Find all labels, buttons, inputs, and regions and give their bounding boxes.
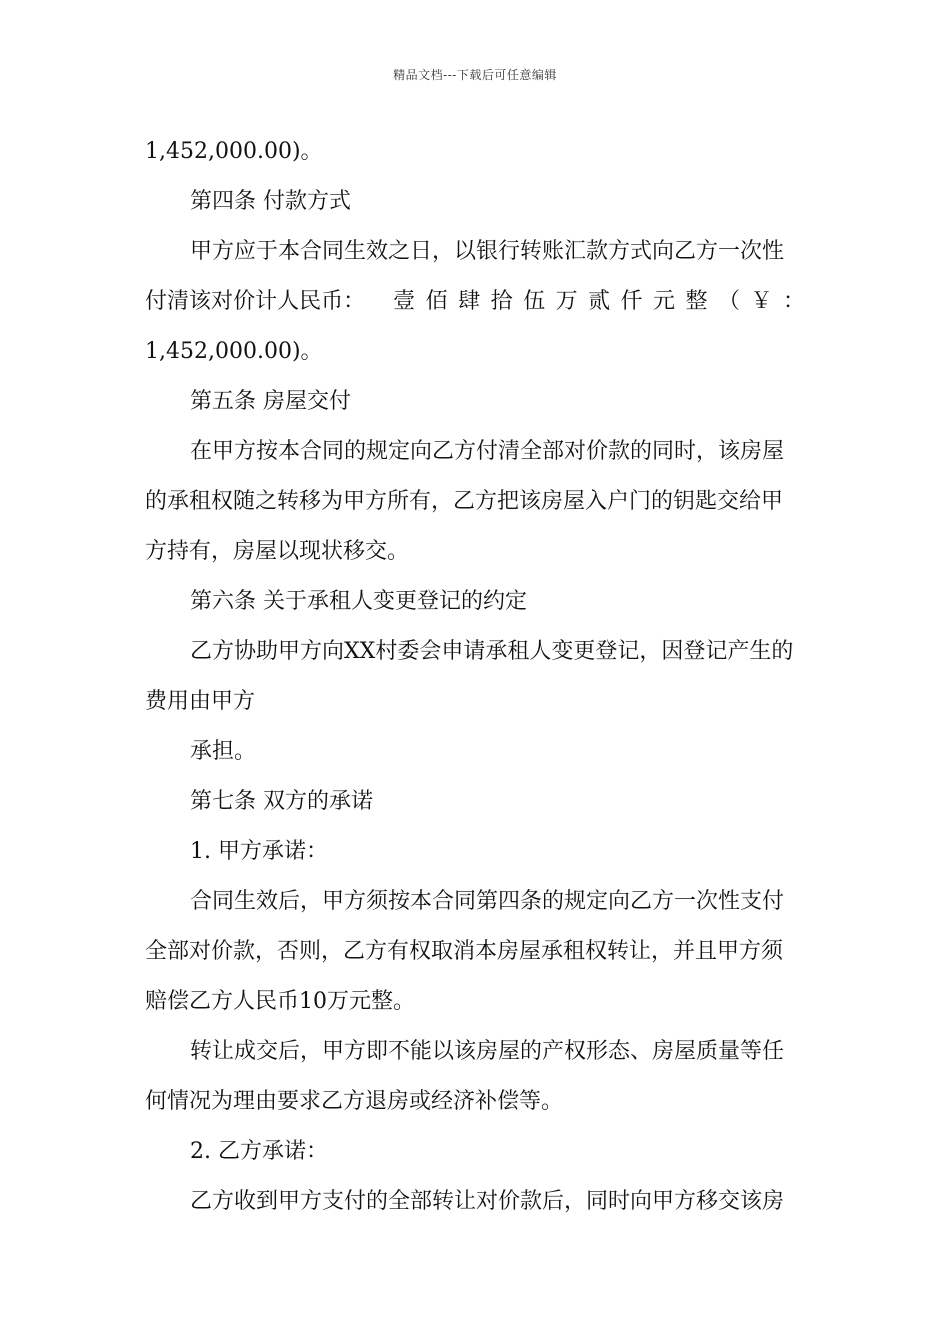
paragraph-line: 合同生效后，甲方须按本合同第四条的规定向乙方一次性支付	[190, 889, 785, 914]
amount-char: 元	[653, 289, 676, 314]
article-5-heading: 第五条 房屋交付	[190, 389, 351, 414]
amount-char: 仟	[620, 289, 643, 314]
article-7-heading: 第七条 双方的承诺	[190, 789, 373, 814]
justified-char: 币	[321, 289, 344, 314]
paragraph-line: 转让成交后，甲方即不能以该房屋的产权形态、房屋质量等任	[190, 1039, 785, 1064]
list-item-heading: 2. 乙方承诺：	[190, 1139, 328, 1164]
amount-char: 整	[685, 289, 708, 314]
justified-payment-line	[145, 287, 805, 317]
justified-char: 付	[145, 289, 168, 314]
amount-char: 万	[555, 289, 578, 314]
article-6-heading: 第六条 关于承租人变更登记的约定	[190, 589, 527, 614]
paragraph-line: 费用由甲方	[145, 689, 256, 714]
amount-continuation: 1,452,000.00)。	[145, 139, 323, 164]
paragraph-line: 何情况为理由要求乙方退房或经济补偿等。	[145, 1089, 564, 1114]
amount-char: ￥	[750, 289, 773, 314]
justified-char: 对	[211, 289, 234, 314]
justified-char: 该	[189, 289, 212, 314]
amount-char: 拾	[490, 289, 513, 314]
amount-char: 佰	[425, 289, 448, 314]
justified-char: 价	[233, 289, 256, 314]
justified-char: 民	[299, 289, 322, 314]
paragraph-line: 的承租权随之转移为甲方所有，乙方把该房屋入户门的钥匙交给甲	[145, 489, 784, 514]
page-header: 精品文档---下载后可任意编辑	[393, 68, 557, 82]
justified-char: 清	[167, 289, 190, 314]
amount-char: 贰	[588, 289, 611, 314]
paragraph-line: 方持有，房屋以现状移交。	[145, 539, 410, 564]
amount-in-words	[393, 287, 805, 317]
amount-continuation: 1,452,000.00)。	[145, 339, 323, 364]
paragraph-line: 赔偿乙方人民币10万元整。	[145, 989, 415, 1014]
amount-char: 肆	[458, 289, 481, 314]
paragraph-line: 承担。	[190, 739, 257, 764]
justified-char: 人	[277, 289, 300, 314]
amount-char: 壹	[393, 289, 416, 314]
list-item-heading: 1. 甲方承诺：	[190, 839, 328, 864]
amount-char: （	[718, 289, 741, 314]
article-4-heading: 第四条 付款方式	[190, 189, 351, 214]
paragraph-line: 全部对价款，否则，乙方有权取消本房屋承租权转让，并且甲方须	[145, 939, 784, 964]
paragraph-line: 乙方收到甲方支付的全部转让对价款后，同时向甲方移交该房	[190, 1189, 785, 1214]
paragraph-line: 在甲方按本合同的规定向乙方付清全部对价款的同时，该房屋	[190, 439, 785, 464]
amount-char: ：	[782, 289, 805, 314]
amount-char: 伍	[523, 289, 546, 314]
justified-char: ：	[343, 289, 366, 314]
paragraph-line: 甲方应于本合同生效之日，以银行转账汇款方式向乙方一次性	[190, 239, 785, 264]
paragraph-line: 乙方协助甲方向XX村委会申请承租人变更登记，因登记产生的	[190, 639, 794, 664]
justified-char: 计	[255, 289, 278, 314]
